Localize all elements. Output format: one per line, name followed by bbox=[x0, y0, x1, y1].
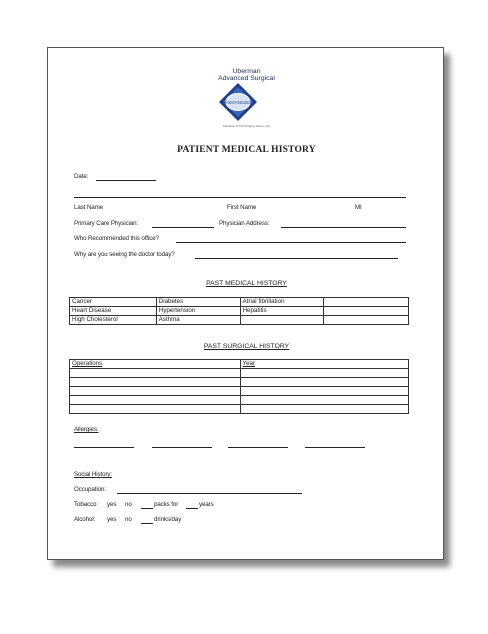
table-cell[interactable]: Hepatitis bbox=[240, 307, 324, 316]
table-row bbox=[70, 316, 409, 325]
occupation-field[interactable] bbox=[117, 493, 302, 494]
operation-cell[interactable] bbox=[70, 396, 241, 405]
physician-address-label: Physician Address: bbox=[219, 220, 270, 227]
logo-name-line2: Advanced Surgical bbox=[218, 75, 275, 82]
alcohol-yes[interactable]: yes bbox=[107, 516, 117, 523]
past-medical-title: PAST MEDICAL HISTORY bbox=[206, 280, 287, 287]
allergies-label: Allergies: bbox=[74, 426, 99, 433]
drinks-field[interactable] bbox=[141, 523, 153, 524]
past-surgical-table bbox=[69, 359, 409, 414]
allergy-field-3[interactable] bbox=[228, 447, 288, 448]
document-page bbox=[47, 47, 444, 560]
table-row bbox=[70, 307, 409, 316]
mi-label: MI bbox=[355, 204, 362, 211]
table-row bbox=[70, 378, 409, 387]
allergy-field-4[interactable] bbox=[305, 447, 365, 448]
past-medical-table bbox=[69, 297, 409, 325]
logo-diamond-icon bbox=[217, 82, 259, 122]
logo-badge-text: ADVANCED bbox=[225, 100, 251, 105]
table-cell[interactable]: Hypertension bbox=[156, 307, 240, 316]
years-label: years bbox=[199, 501, 214, 508]
allergy-field-1[interactable] bbox=[74, 447, 134, 448]
tobacco-label: Tobacco: bbox=[74, 501, 98, 508]
recommended-field[interactable] bbox=[176, 242, 406, 243]
year-cell[interactable] bbox=[240, 378, 408, 387]
operation-cell[interactable] bbox=[70, 387, 241, 396]
pcp-label: Primary Care Physician: bbox=[74, 220, 139, 227]
table-cell[interactable] bbox=[240, 316, 324, 325]
drinks-day-label: drinks/day bbox=[154, 516, 182, 523]
table-cell[interactable]: Asthma bbox=[156, 316, 240, 325]
alcohol-no[interactable]: no bbox=[125, 516, 132, 523]
year-cell[interactable] bbox=[240, 405, 408, 414]
table-row bbox=[70, 405, 409, 414]
table-row bbox=[70, 387, 409, 396]
table-row bbox=[70, 396, 409, 405]
table-row bbox=[70, 298, 409, 307]
table-cell[interactable] bbox=[324, 307, 409, 316]
table-cell[interactable]: Diabetes bbox=[156, 298, 240, 307]
year-header: Year bbox=[240, 360, 408, 369]
date-label: Date: bbox=[74, 173, 89, 180]
first-name-label: First Name bbox=[227, 204, 257, 211]
packs-for-label: packs for bbox=[154, 501, 179, 508]
last-name-label: Last Name bbox=[74, 204, 104, 211]
logo-tagline: A Division of XXX Surgery Group, LLC bbox=[222, 124, 271, 128]
occupation-label: Occupation: bbox=[74, 486, 106, 493]
tobacco-years-field[interactable] bbox=[186, 508, 198, 509]
date-field[interactable] bbox=[96, 180, 156, 181]
tobacco-yes[interactable]: yes bbox=[107, 501, 117, 508]
past-surgical-title: PAST SURGICAL HISTORY bbox=[203, 343, 290, 350]
year-cell[interactable] bbox=[240, 387, 408, 396]
operations-header: Operations bbox=[70, 360, 241, 369]
table-cell[interactable] bbox=[324, 298, 409, 307]
allergy-field-2[interactable] bbox=[152, 447, 212, 448]
table-cell[interactable]: Cancer bbox=[70, 298, 157, 307]
operation-cell[interactable] bbox=[70, 405, 241, 414]
document-title: PATIENT MEDICAL HISTORY bbox=[177, 145, 316, 155]
name-field-line[interactable] bbox=[74, 197, 406, 198]
tobacco-no[interactable]: no bbox=[125, 501, 132, 508]
table-cell[interactable]: High Cholesterol bbox=[70, 316, 157, 325]
year-cell[interactable] bbox=[240, 396, 408, 405]
year-cell[interactable] bbox=[240, 369, 408, 378]
table-cell[interactable]: Atrial fibrillation bbox=[240, 298, 324, 307]
logo-name-line1: Uberman bbox=[232, 68, 261, 75]
recommended-label: Who Recommended this office? bbox=[74, 235, 159, 242]
why-label: Why are you seeing the doctor today? bbox=[74, 251, 175, 258]
why-field[interactable] bbox=[195, 258, 398, 259]
alcohol-label: Alcohol: bbox=[74, 516, 96, 523]
packs-field[interactable] bbox=[141, 508, 153, 509]
table-row bbox=[70, 369, 409, 378]
operation-cell[interactable] bbox=[70, 369, 241, 378]
social-history-label: Social History: bbox=[74, 471, 113, 478]
table-header-row bbox=[70, 360, 409, 369]
physician-address-field[interactable] bbox=[281, 227, 406, 228]
table-cell[interactable] bbox=[324, 316, 409, 325]
pcp-field[interactable] bbox=[152, 227, 214, 228]
operation-cell[interactable] bbox=[70, 378, 241, 387]
table-cell[interactable]: Heart Disease bbox=[70, 307, 157, 316]
